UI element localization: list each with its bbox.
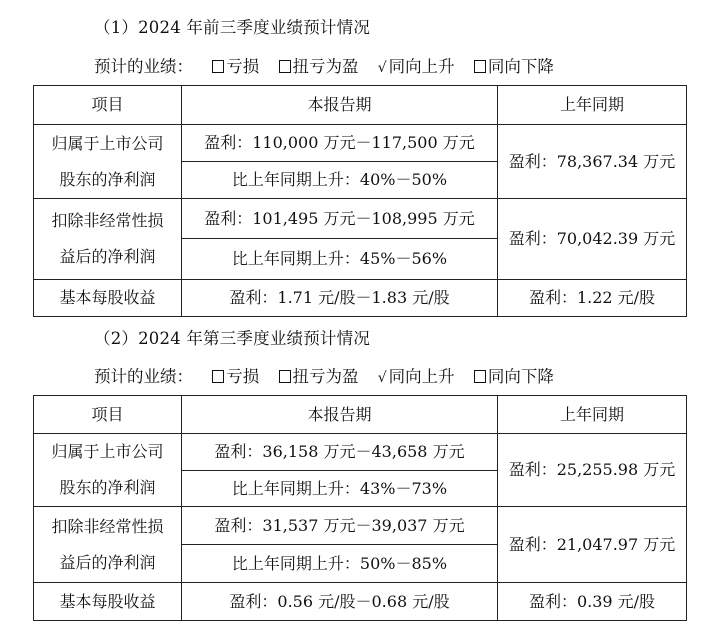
header-current-period: 本报告期 (182, 86, 498, 125)
option-turnaround[interactable]: 扭亏为盈 (279, 363, 359, 387)
table-row (34, 125, 687, 162)
unchecked-box-icon (212, 370, 224, 383)
current-profit-range: 盈利：101,495 万元－108,995 万元 (182, 199, 498, 239)
option-loss[interactable]: 亏损 (212, 363, 259, 387)
table-row (34, 507, 687, 545)
option-increase[interactable]: √ 同向上升 (377, 367, 455, 386)
current-profit-range: 盈利：110,000 万元－117,500 万元 (182, 125, 498, 162)
row-label-eps: 基本每股收益 (34, 583, 182, 621)
row-label-deducted-net-profit: 扣除非经常性损 益后的净利润 (34, 199, 182, 280)
table-row (34, 434, 687, 471)
option-increase[interactable]: √ 同向上升 (377, 57, 455, 76)
unchecked-box-icon (474, 60, 486, 73)
section-1-title: （1）2024 年前三季度业绩预计情况 (94, 18, 371, 37)
prior-profit: 盈利：78,367.34 万元 (498, 125, 687, 199)
current-profit-range: 盈利：36,158 万元－43,658 万元 (182, 434, 498, 471)
current-change-range: 比上年同期上升：40%－50% (182, 162, 498, 199)
table-row (34, 583, 687, 621)
option-decrease[interactable]: 同向下降 (474, 363, 554, 387)
current-eps-range: 盈利：0.56 元/股－0.68 元/股 (182, 583, 498, 621)
current-eps-range: 盈利：1.71 元/股－1.83 元/股 (182, 280, 498, 317)
section-2-forecast-table (33, 395, 687, 621)
row-label-deducted-net-profit: 扣除非经常性损 益后的净利润 (34, 507, 182, 583)
header-current-period: 本报告期 (182, 396, 498, 434)
row-label-net-profit: 归属于上市公司 股东的净利润 (34, 434, 182, 507)
section-2-forecast-options (94, 363, 554, 387)
prior-profit: 盈利：70,042.39 万元 (498, 199, 687, 280)
section-1-forecast-options (94, 53, 554, 77)
current-change-range: 比上年同期上升：43%－73% (182, 471, 498, 507)
unchecked-box-icon (279, 60, 291, 73)
header-prior-period: 上年同期 (498, 396, 687, 434)
options-label: 预计的业绩： (94, 57, 193, 76)
header-prior-period: 上年同期 (498, 86, 687, 125)
prior-eps: 盈利：0.39 元/股 (498, 583, 687, 621)
option-decrease[interactable]: 同向下降 (474, 53, 554, 77)
current-change-range: 比上年同期上升：45%－56% (182, 239, 498, 280)
prior-eps: 盈利：1.22 元/股 (498, 280, 687, 317)
header-item: 项目 (34, 396, 182, 434)
checkmark-icon: √ (377, 60, 387, 76)
option-turnaround[interactable]: 扭亏为盈 (279, 53, 359, 77)
header-item: 项目 (34, 86, 182, 125)
table-header-row (34, 396, 687, 434)
option-loss[interactable]: 亏损 (212, 53, 259, 77)
unchecked-box-icon (474, 370, 486, 383)
current-profit-range: 盈利：31,537 万元－39,037 万元 (182, 507, 498, 545)
unchecked-box-icon (212, 60, 224, 73)
section-1-forecast-table (33, 85, 687, 317)
row-label-eps: 基本每股收益 (34, 280, 182, 317)
row-label-net-profit: 归属于上市公司 股东的净利润 (34, 125, 182, 199)
table-row (34, 199, 687, 239)
current-change-range: 比上年同期上升：50%－85% (182, 545, 498, 583)
unchecked-box-icon (279, 370, 291, 383)
table-header-row (34, 86, 687, 125)
prior-profit: 盈利：21,047.97 万元 (498, 507, 687, 583)
table-row (34, 280, 687, 317)
prior-profit: 盈利：25,255.98 万元 (498, 434, 687, 507)
options-label: 预计的业绩： (94, 367, 193, 386)
checkmark-icon: √ (377, 370, 387, 386)
section-2-title: （2）2024 年第三季度业绩预计情况 (94, 329, 371, 348)
